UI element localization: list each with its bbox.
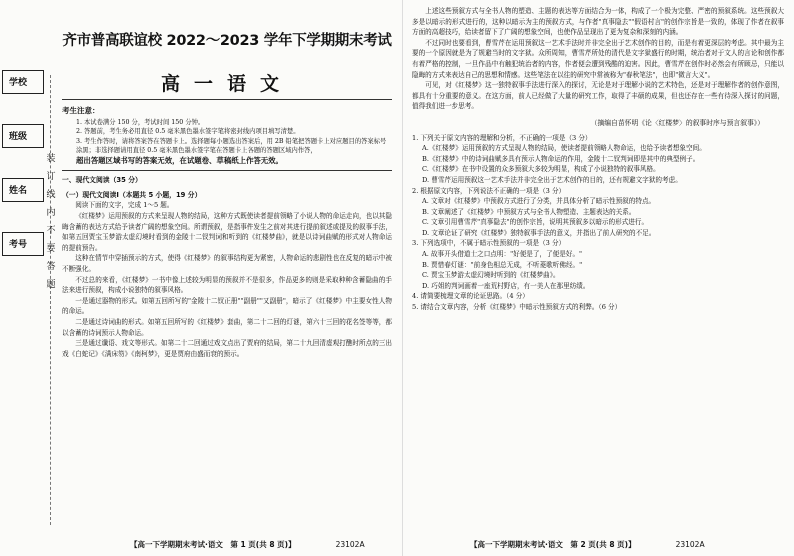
question-stem: 1. 下列关于原文内容的理解和分析，不正确的一项是（3 分） xyxy=(412,133,592,142)
subsection-title: （一）现代文阅读Ⅰ（本题共 5 小题，19 分） xyxy=(62,190,202,199)
notice-item: 1. 本试卷满分 150 分，考试时间 150 分钟。 xyxy=(76,118,205,126)
option[interactable]: C. 文章引用曹雪芹"真事隐去"的创作宗旨，说明其预叙多以暗示的形式进行。 xyxy=(422,218,649,227)
binding-warning-char: 不 xyxy=(46,226,56,236)
notice-item: 3. 考生作答时，请将答案答在答题卡上。选择题每小题选出答案后，用 2B 铅笔把答题卡上对应题目的答案标号涂黑；非选择题请用直径 0.5 毫米黑色墨水签字笔在答题卡上各题的答题区域内作答， xyxy=(76,137,387,155)
notice-item: 2. 答题前，考生务必用直径 0.5 毫米黑色墨水签字笔将密封线内项目填写清楚。 xyxy=(76,128,300,136)
notice-bold-warning: 超出答题区域书写的答案无效，在试题卷、草稿纸上作答无效。 xyxy=(76,155,283,165)
option[interactable]: D. 巧姐的判词画着一座荒村野店，有一美人在那里纺绩。 xyxy=(422,281,590,290)
school-label: 学校 xyxy=(9,78,28,88)
passage-paragraph: 这种在情节中穿插预示的方式，使得《红楼梦》的叙事结构更为紧密，人物命运的悲剧性也在反复的暗示中被不断强化。 xyxy=(62,254,392,274)
class-label: 班级 xyxy=(9,132,28,142)
option[interactable]: B. 文章阐述了《红楼梦》中预叙方式与全书人物塑造、主题表达的关系。 xyxy=(422,207,636,216)
footer-text: 【高一下学期期末考试·语文 第 2 页(共 8 页)】 xyxy=(470,540,636,549)
section-title: 一、现代文阅读（35 分） xyxy=(62,176,142,185)
passage-paragraph: 上述这些预叙方式与全书人物的塑造、主题的表达等方面结合为一体，构成了一个极为完整、严密的预叙系统。这些预叙大多是以暗示的形式进行的，这种以暗示为主的预叙方式，与作者"真事隐去""假语村言"的创作宗旨是一致的，体现了作者在叙事方面的高超技巧，给读者留下了广阔的想象空间，也使作品呈现出了更为复杂和深刻的内涵。 xyxy=(412,7,784,37)
page-2 xyxy=(412,6,784,313)
question-stem: 5. 请结合文章内容，分析《红楼梦》中暗示性预叙方式的利弊。（6 分） xyxy=(412,303,622,312)
instruction: 阅读下面的文字，完成 1～5 题。 xyxy=(75,201,174,210)
binding-warning-char: 订 xyxy=(46,172,56,182)
binding-warning-char: 要 xyxy=(46,244,56,254)
binding-warning-char: 内 xyxy=(46,208,56,218)
binding-warning xyxy=(46,150,56,294)
notice-block xyxy=(62,106,392,165)
option[interactable]: C. 贾宝玉梦游太虚幻境时听到的《红楼梦曲》。 xyxy=(422,271,560,280)
page-2-footer xyxy=(470,539,705,550)
question-stem: 2. 根据原文内容，下列说法不正确的一项是（3 分） xyxy=(412,186,566,195)
binding-strip xyxy=(2,70,48,530)
passage-paragraph: 可见，对《红楼梦》这一独特叙事手法进行深入的探讨，无论是对于理解小说的艺术特色，还是对于理解作者的创作意图，都具有十分重要的意义。在这方面，前人已经做了大量的研究工作，取得了丰硕的成果，但也还存在一些有待深入探讨的问题，值得我们进一步思考。 xyxy=(412,81,784,111)
option[interactable]: A.《红楼梦》运用预叙的方式呈现人物的结局，使读者提前领略人物命运，也给予读者想象空间。 xyxy=(422,144,706,153)
paper-code: 23102A xyxy=(335,540,365,549)
divider xyxy=(62,170,392,171)
class-field[interactable] xyxy=(2,124,44,148)
school-field[interactable] xyxy=(2,70,44,94)
option[interactable]: D. 文章论证了研究《红楼梦》独特叙事手法的意义，并指出了前人研究的不足。 xyxy=(422,228,656,237)
option[interactable]: D. 曹雪芹运用预叙这一艺术手法并非完全出于艺术创作的目的，还有规避文字狱的考虑。 xyxy=(422,175,682,184)
page-1-footer xyxy=(130,539,365,550)
name-label: 姓名 xyxy=(9,186,28,196)
question-stem: 3. 下列选项中，不属于暗示性预叙的一项是（3 分） xyxy=(412,239,566,248)
option[interactable]: B.《红楼梦》中的诗词曲赋多具有预示人物命运的作用，金陵十二钗判词即是其中的典型例子。 xyxy=(422,154,700,163)
passage-paragraph: 三是通过谶语、戏文等形式。如第二十二回通过戏文点出了贾府的结局，第二十九回清虚观打醮时所点的三出戏《白蛇记》《满床笏》《南柯梦》，更是贾府由盛而衰的预示。 xyxy=(62,339,392,358)
option[interactable]: B. 贾惜春灯谜："前身色相总无成，不听菱歌听佛经。" xyxy=(422,260,583,269)
passage-source: （摘编自苗怀明《论〈红楼梦〉的叙事时序与预言叙事》） xyxy=(590,118,764,127)
footer-text: 【高一下学期期末考试·语文 第 1 页(共 8 页)】 xyxy=(130,540,296,549)
exam-number-label: 考号 xyxy=(9,240,28,250)
option[interactable]: C.《红楼梦》在书中设置的众多预叙大多较为明显，构成了小说独特的叙事风格。 xyxy=(422,165,660,174)
paper-code: 23102A xyxy=(675,540,705,549)
option[interactable]: A. 文章对《红楼梦》中预叙方式进行了分类，并具体分析了暗示性预叙的特点。 xyxy=(422,197,656,206)
name-field[interactable] xyxy=(2,178,44,202)
notice-heading: 考生注意： xyxy=(62,106,100,116)
page-gutter xyxy=(402,0,403,556)
passage-paragraph: 一是通过器物的形式。如第五回所写的"金陵十二钗正册""副册""又副册"，暗示了《红楼梦》中主要女性人物的命运。 xyxy=(62,296,392,316)
binding-dashed-line xyxy=(50,75,51,525)
binding-warning-char: 装 xyxy=(46,154,56,164)
passage-paragraph: 不过同时也要看到，曹雪芹在运用预叙这一艺术手法时并非完全出于艺术创作的目的，而是有着更深层的考虑。其中最为主要的一个原因就是为了规避当时的文字狱。众所周知，曹雪芹所处的清代是文字狱盛行的时期，统治者对于文人的言论和创作都有着严格的控制，一旦作品中有触犯统治者的内容，作者便会遭到残酷的迫害。因此，曹雪芹在创作时必然会有所顾忌，只能以隐晦的方式来表达自己的思想和情感。这些笔法在以往的研究中常被称为"春秋笔法"，也即"微言大义"。 xyxy=(412,38,784,79)
binding-warning-char: 答 xyxy=(46,262,56,272)
option[interactable]: A. 故事开头借道士之口点明："好便是了，了便是好。" xyxy=(422,250,583,259)
divider xyxy=(62,99,392,100)
passage-paragraph: 《红楼梦》运用预叙的方式来呈现人物的结局，这种方式既使读者提前领略了小说人物的命运走向，也以其隐晦含蓄的表达方式给予读者广阔的想象空间。所谓预叙，是指事件发生之前对其进行提前叙述或提及的叙事手法，如第五回贾宝玉梦游太虚幻境时看到的金陵十二钗判词和听到的《红楼梦曲》，就是以诗词曲赋的形式对人物命运的提前预告。 xyxy=(62,212,392,252)
passage-paragraph: 不过总的来看，《红楼梦》一书中像上述较为明显的预叙并不是很多，作品更多的则是采取种种含蓄隐曲的手法来进行预叙，构成小说独特的叙事风格。 xyxy=(62,275,392,295)
school-title: 齐市普高联谊校 2022～2023 学年下学期期末考试 xyxy=(62,33,392,49)
exam-number-field[interactable] xyxy=(2,232,44,256)
passage-paragraph: 二是通过诗词曲的形式。如第五回所写的《红楼梦》套曲，第二十二回的灯谜，第六十三回的花名签等等，都以含蓄的诗词预示人物命运。 xyxy=(62,318,392,337)
binding-warning-char: 题 xyxy=(46,280,56,290)
page-1 xyxy=(62,6,392,359)
question-stem: 4. 请简要梳理文章的论证思路。（4 分） xyxy=(412,292,529,301)
binding-warning-char: 线 xyxy=(46,190,56,200)
subject-title: 高一语文 xyxy=(160,72,293,95)
